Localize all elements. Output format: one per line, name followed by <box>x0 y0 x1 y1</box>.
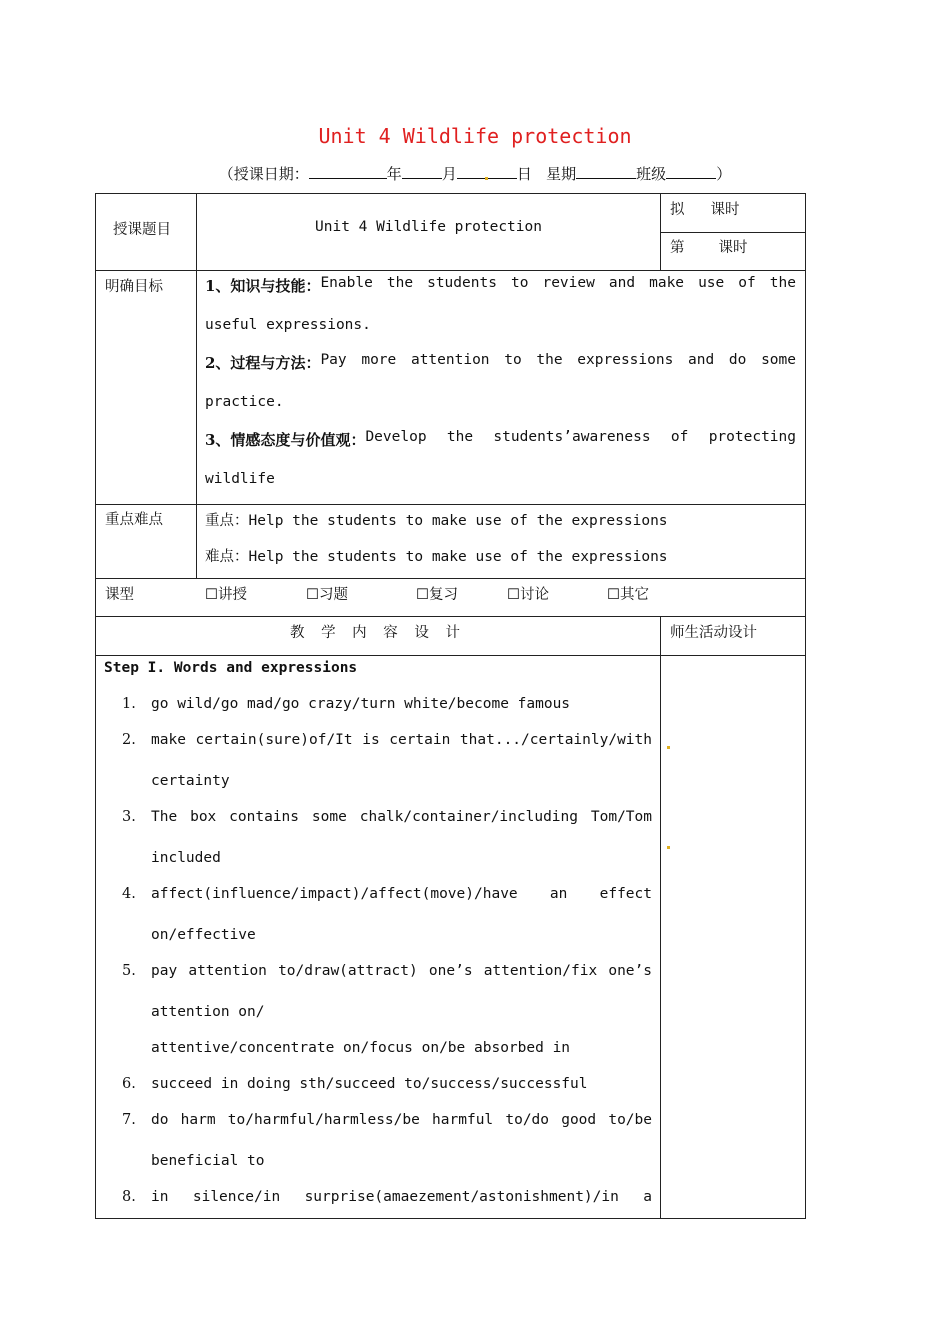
subtitle-weekday: 星期 <box>546 165 577 183</box>
table-divider <box>95 578 806 579</box>
list-item-number: 6. <box>122 1076 136 1092</box>
subtitle-class: 班级 <box>636 165 667 183</box>
seq-label-2: 课时 <box>718 240 748 256</box>
list-item-cont: included <box>151 850 221 866</box>
list-item-cont: beneficial to <box>151 1153 265 1169</box>
topic-value: Unit 4 Wildlife protection <box>315 219 542 235</box>
page-title: Unit 4 Wildlife protection <box>318 124 632 148</box>
month-blank[interactable] <box>402 164 442 179</box>
goal-2-heading: 2、过程与方法： <box>205 354 321 372</box>
marker-dot <box>667 746 670 749</box>
step-title: Step I. Words and expressions <box>104 660 358 676</box>
subtitle-open: （授课日期： <box>218 165 309 183</box>
sequence-label <box>670 236 748 257</box>
lesson-type-label: 课型 <box>105 587 134 603</box>
goal-3-text-cont: wildlife <box>205 471 275 487</box>
subtitle-day: 日 <box>516 165 532 183</box>
class-blank[interactable] <box>666 164 716 179</box>
list-item: The box contains some chalk/container/including Tom/Tom <box>151 809 652 825</box>
table-divider <box>196 193 197 579</box>
list-item-number: 8. <box>122 1189 136 1205</box>
list-item-number: 1. <box>122 696 136 712</box>
list-item: pay attention to/draw(attract) one’s attention/fix one’s <box>151 963 652 979</box>
lesson-type-option[interactable]: ☐习题 <box>306 587 348 603</box>
plan-label <box>670 198 740 219</box>
activity-design-header: 师生活动设计 <box>670 625 757 641</box>
list-item-number: 7. <box>122 1112 136 1128</box>
key-label: 重点难点 <box>105 512 163 528</box>
goal-1-text: Enable the students to review and make use of the <box>320 275 796 291</box>
subtitle-close: ） <box>716 165 732 183</box>
table-border-left <box>95 193 96 1219</box>
marker-dot <box>667 846 670 849</box>
list-item-number: 3. <box>122 809 136 825</box>
list-item: make certain(sure)of/It is certain that.../certainly/with <box>151 732 652 748</box>
list-item-cont: certainty <box>151 773 230 789</box>
lesson-type-option[interactable]: ☐其它 <box>607 587 649 603</box>
goals-label: 明确目标 <box>105 279 163 295</box>
plan-label-1: 拟 <box>670 202 685 218</box>
list-item-cont: attention on/ <box>151 1004 265 1020</box>
goal-1-text-cont: useful expressions. <box>205 317 371 333</box>
goal-2 <box>205 352 796 373</box>
difficulty-point: 难点：Help the students to make use of the expressions <box>205 549 668 565</box>
list-item: go wild/go mad/go crazy/turn white/become famous <box>151 696 571 712</box>
marker-dot <box>485 177 488 180</box>
table-divider <box>95 616 806 617</box>
subtitle-year: 年 <box>386 165 402 183</box>
lesson-type-option[interactable]: ☐讨论 <box>507 587 549 603</box>
table-divider <box>95 270 806 271</box>
list-item: in silence/in surprise(amaezement/astonishment)/in a <box>151 1189 652 1205</box>
lesson-type-option[interactable]: ☐复习 <box>416 587 458 603</box>
list-item-cont: attentive/concentrate on/focus on/be absorbed in <box>151 1040 571 1056</box>
weekday-blank[interactable] <box>576 164 636 179</box>
lesson-type-option[interactable]: ☐讲授 <box>205 587 247 603</box>
table-border-right <box>805 193 806 1219</box>
list-item-cont: on/effective <box>151 927 256 943</box>
plan-label-2: 课时 <box>710 202 740 218</box>
table-border-top <box>95 193 806 194</box>
lesson-date-line <box>0 163 950 184</box>
seq-label-1: 第 <box>670 240 685 256</box>
goal-3-heading: 3、情感态度与价值观： <box>205 431 366 449</box>
list-item-number: 5. <box>122 963 136 979</box>
goal-2-text-cont: practice. <box>205 394 284 410</box>
table-border-bottom <box>95 1218 806 1219</box>
goal-3 <box>205 429 796 450</box>
goal-3-text: Develop the students’awareness of protecting <box>365 429 796 445</box>
goal-1 <box>205 275 796 296</box>
table-divider <box>660 232 806 233</box>
date-blank[interactable] <box>309 164 387 179</box>
content-design-header: 教 学 内 容 设 计 <box>289 625 467 641</box>
list-item: affect(influence/impact)/affect(move)/have an effect <box>151 886 652 902</box>
table-divider <box>95 504 806 505</box>
subtitle-month: 月 <box>441 165 457 183</box>
topic-label: 授课题目 <box>113 222 171 238</box>
goal-2-text: Pay more attention to the expressions and do some <box>320 352 796 368</box>
goal-1-heading: 1、知识与技能： <box>205 277 321 295</box>
key-point: 重点：Help the students to make use of the expressions <box>205 513 668 529</box>
table-divider <box>95 655 806 656</box>
list-item-number: 4. <box>122 886 136 902</box>
list-item-number: 2. <box>122 732 136 748</box>
list-item: succeed in doing sth/succeed to/success/successful <box>151 1076 588 1092</box>
table-divider <box>660 193 661 271</box>
list-item: do harm to/harmful/harmless/be harmful to/do good to/be <box>151 1112 652 1128</box>
table-divider <box>660 616 661 1219</box>
